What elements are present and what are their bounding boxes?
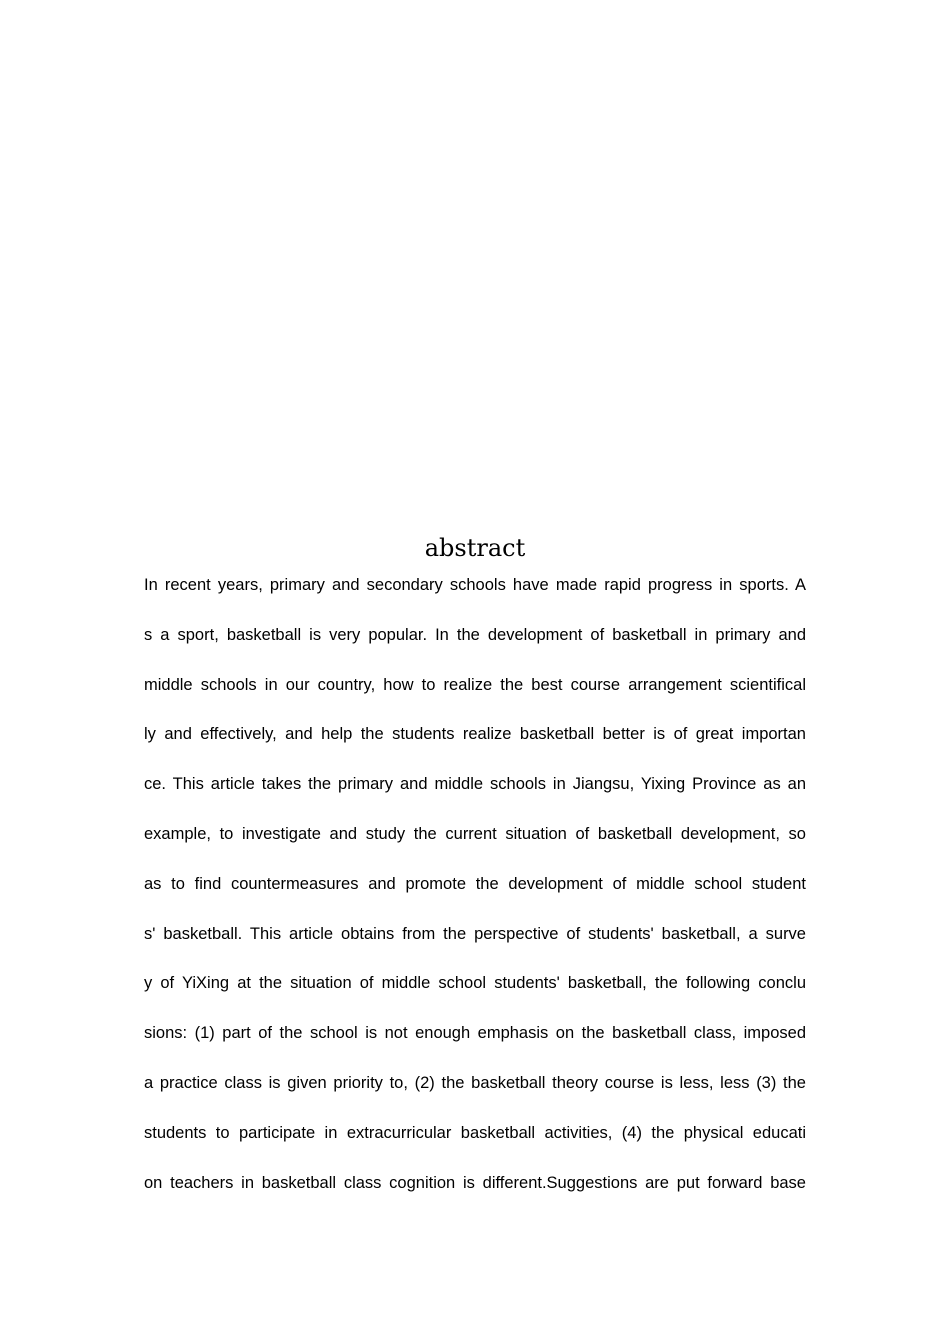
abstract-line: middle schools in our country, how to realize the best course arrangement scientifical [144,675,806,694]
abstract-line: ly and effectively, and help the students realize basketball better is of great importan [144,725,806,744]
abstract-line: as to find countermeasures and promote the development of middle school student [144,874,806,893]
abstract-body [144,571,806,1218]
abstract-line: example, to investigate and study the current situation of basketball development, so [144,824,806,843]
abstract-line: a practice class is given priority to, (2) the basketball theory course is less, less (3) the [144,1073,806,1092]
abstract-line: on teachers in basketball class cognition is different.Suggestions are put forward base [144,1173,806,1192]
abstract-line: s' basketball. This article obtains from the perspective of students' basketball, a surve [144,924,806,943]
abstract-line: In recent years, primary and secondary schools have made rapid progress in sports. A [144,576,806,594]
abstract-line: students to participate in extracurricular basketball activities, (4) the physical educati [144,1123,806,1142]
abstract-line: sions: (1) part of the school is not enough emphasis on the basketball class, imposed [144,1024,806,1043]
abstract-heading: abstract [424,534,526,562]
abstract-line: ce. This article takes the primary and middle schools in Jiangsu, Yixing Province as an [144,775,806,794]
abstract-line: y of YiXing at the situation of middle school students' basketball, the following conclu [144,974,806,993]
abstract-line: s a sport, basketball is very popular. In the development of basketball in primary and [144,625,806,644]
